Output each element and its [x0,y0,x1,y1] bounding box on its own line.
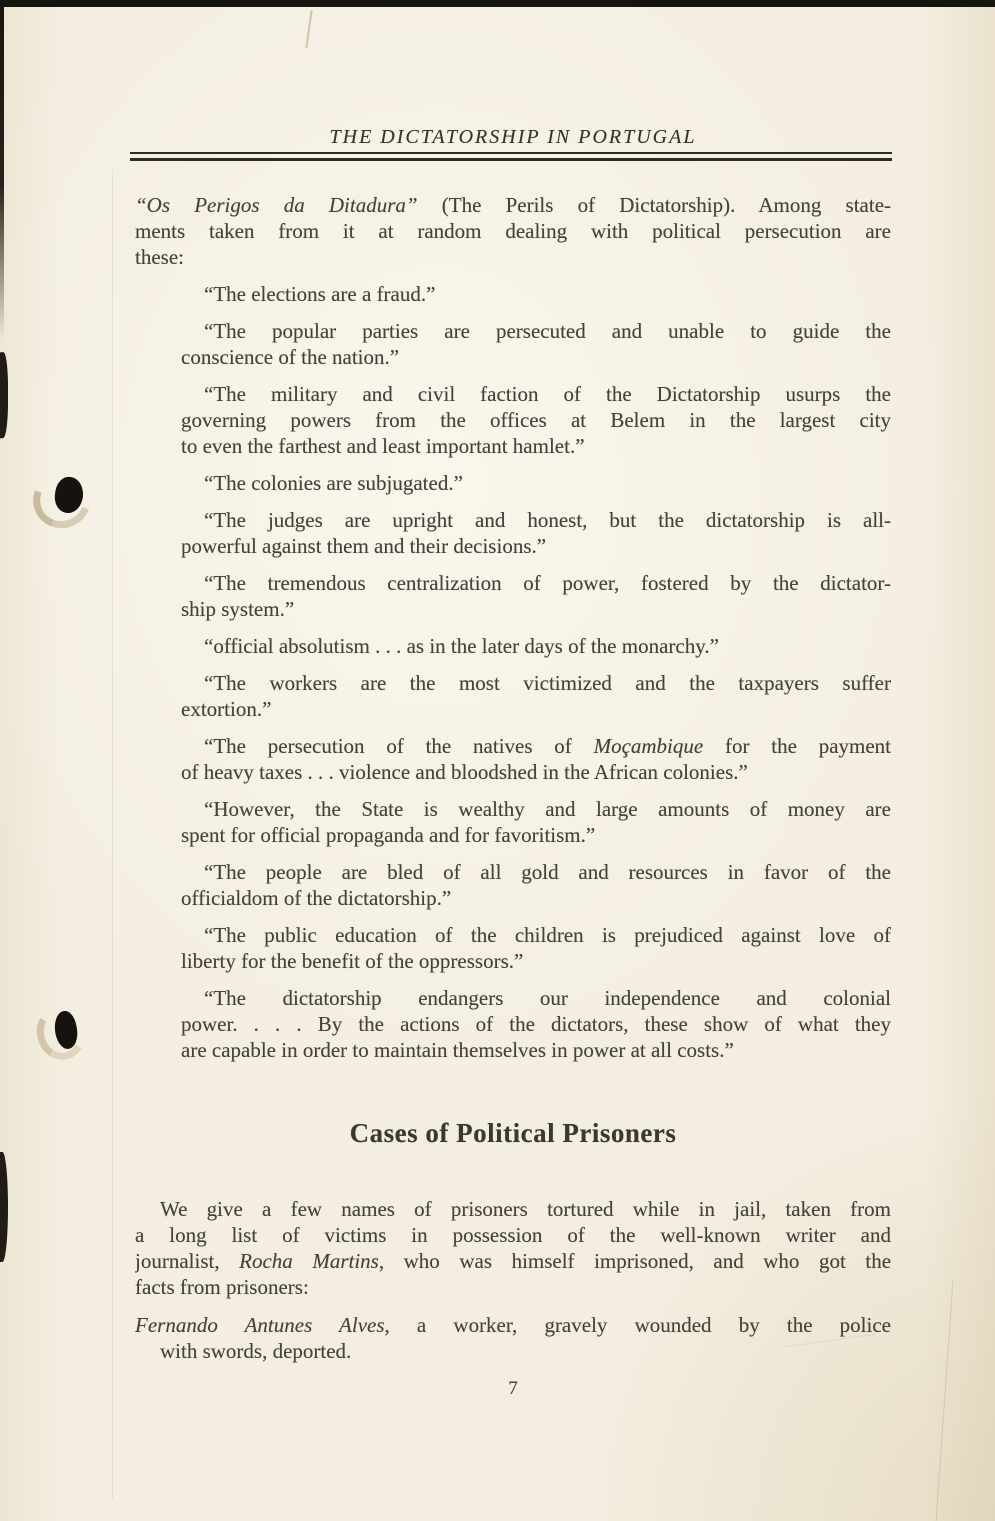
header-rule-bottom [130,158,892,161]
text-run: ship system.” [181,597,295,621]
text-run: “The persecution of the natives of [204,734,594,758]
scan-edge-left [0,0,4,340]
text-run: We give a few names of prisoners tortured while in jail, taken from [160,1197,891,1221]
text-run: officialdom of the dictatorship.” [181,886,452,910]
text-run: journalist, [135,1249,240,1273]
italic-text: “Os Perigos da Ditadura” [135,193,418,217]
section-heading: Cases of Political Prisoners [349,1118,677,1148]
text-run: powerful against them and their decisions.” [181,534,547,558]
binding-mark [0,1152,8,1262]
text-line [181,922,891,948]
text-run: “The public education of the children is prejudiced against love of [204,923,891,947]
text-run: (The Perils of Dictatorship). Among state- [417,193,891,217]
text-line [135,1222,891,1248]
text-line [181,796,891,822]
text-line [135,1248,891,1274]
text-line [181,507,891,533]
text-run: spent for official propaganda and for favoritism.” [181,823,596,847]
quoted-statement [135,733,891,785]
text-line [181,344,891,370]
text-line [181,822,891,848]
text-run: “The popular parties are persecuted and unable to guide the [204,319,891,343]
text-run: conscience of the nation.” [181,345,400,369]
text-line [181,570,891,596]
text-run: , who was himself imprisoned, and who got the [378,1249,891,1273]
text-run: facts from prisoners: [135,1275,309,1299]
body-paragraph [135,1196,891,1300]
text-line [181,318,891,344]
page-body [135,192,891,1063]
text-line [181,985,891,1011]
text-run: ments taken from it at random dealing with political persecution are [135,219,891,243]
italic-text: Rocha Martins [239,1249,379,1273]
text-run: a long list of victims in possession of the well-known writer and [135,1223,891,1247]
text-run: “The dictatorship endangers our independence and colonial [204,986,891,1010]
paper-scratch [305,10,312,48]
text-line [181,733,891,759]
text-run: “The colonies are subjugated.” [204,471,463,495]
quoted-statement [135,470,891,496]
text-line [181,433,891,459]
text-line [135,1312,891,1338]
text-line [181,948,891,974]
text-run: are capable in order to maintain themselves in power at all costs.” [181,1038,734,1062]
text-line [181,281,891,307]
text-run: “The people are bled of all gold and resources in favor of the [204,860,891,884]
text-line [181,1011,891,1037]
text-line [135,1274,891,1300]
intro-paragraph [135,192,891,270]
quoted-statement [135,796,891,848]
text-line [181,633,891,659]
quoted-statement [135,859,891,911]
text-run: “The judges are upright and honest, but the dictatorship is all- [204,508,891,532]
text-run: “The workers are the most victimized and the taxpayers suffer [204,671,891,695]
text-run: with swords, deported. [160,1339,352,1363]
text-line [181,407,891,433]
text-run: these: [135,245,184,269]
quoted-statement [135,985,891,1063]
paper-crease [936,1281,954,1520]
quoted-statement [135,381,891,459]
text-line [135,244,891,270]
text-run: liberty for the benefit of the oppressors.” [181,949,524,973]
text-run: to even the farthest and least important hamlet.” [181,434,585,458]
text-line [181,1037,891,1063]
text-run: “The elections are a fraud.” [204,282,436,306]
text-run: , a worker, gravely wounded by the police [384,1313,891,1337]
text-line [135,218,891,244]
page-number: 7 [508,1378,518,1399]
quoted-statement [135,670,891,722]
text-run: “official absolutism . . . as in the later days of the monarchy.” [204,634,719,658]
text-line [181,596,891,622]
quoted-statement [135,507,891,559]
quoted-statement [135,633,891,659]
text-run: “The military and civil faction of the Dictatorship usurps the [204,382,891,406]
text-line [181,759,891,785]
text-line [181,859,891,885]
text-run: for the payment [703,734,891,758]
text-line [135,1196,891,1222]
text-line [181,885,891,911]
quoted-statement [135,281,891,307]
quoted-statement [135,318,891,370]
closing-paragraphs [135,1196,891,1364]
text-run: governing powers from the offices at Belem in the largest city [181,408,891,432]
text-line [135,192,891,218]
text-line [181,533,891,559]
text-run: power. . . . By the actions of the dictators, these show of what they [181,1012,891,1036]
paper-crease [112,170,113,1500]
text-line [181,696,891,722]
quoted-statement [135,922,891,974]
italic-text: Fernando Antunes Alves [135,1313,385,1337]
header-rule-top [130,152,892,154]
running-header: THE DICTATORSHIP IN PORTUGAL [329,126,697,148]
text-line [181,381,891,407]
scan-edge-top [0,0,995,7]
text-run: “The tremendous centralization of power, fostered by the dictator- [204,571,891,595]
text-line [135,1338,891,1364]
quoted-statement [135,570,891,622]
italic-text: Moçambique [593,734,704,758]
text-line [181,670,891,696]
text-run: extortion.” [181,697,272,721]
text-run: “However, the State is wealthy and large amounts of money are [204,797,891,821]
prisoner-entry [135,1312,891,1364]
text-line [181,470,891,496]
binding-mark [0,352,8,439]
text-run: of heavy taxes . . . violence and bloodshed in the African colonies.” [181,760,748,784]
